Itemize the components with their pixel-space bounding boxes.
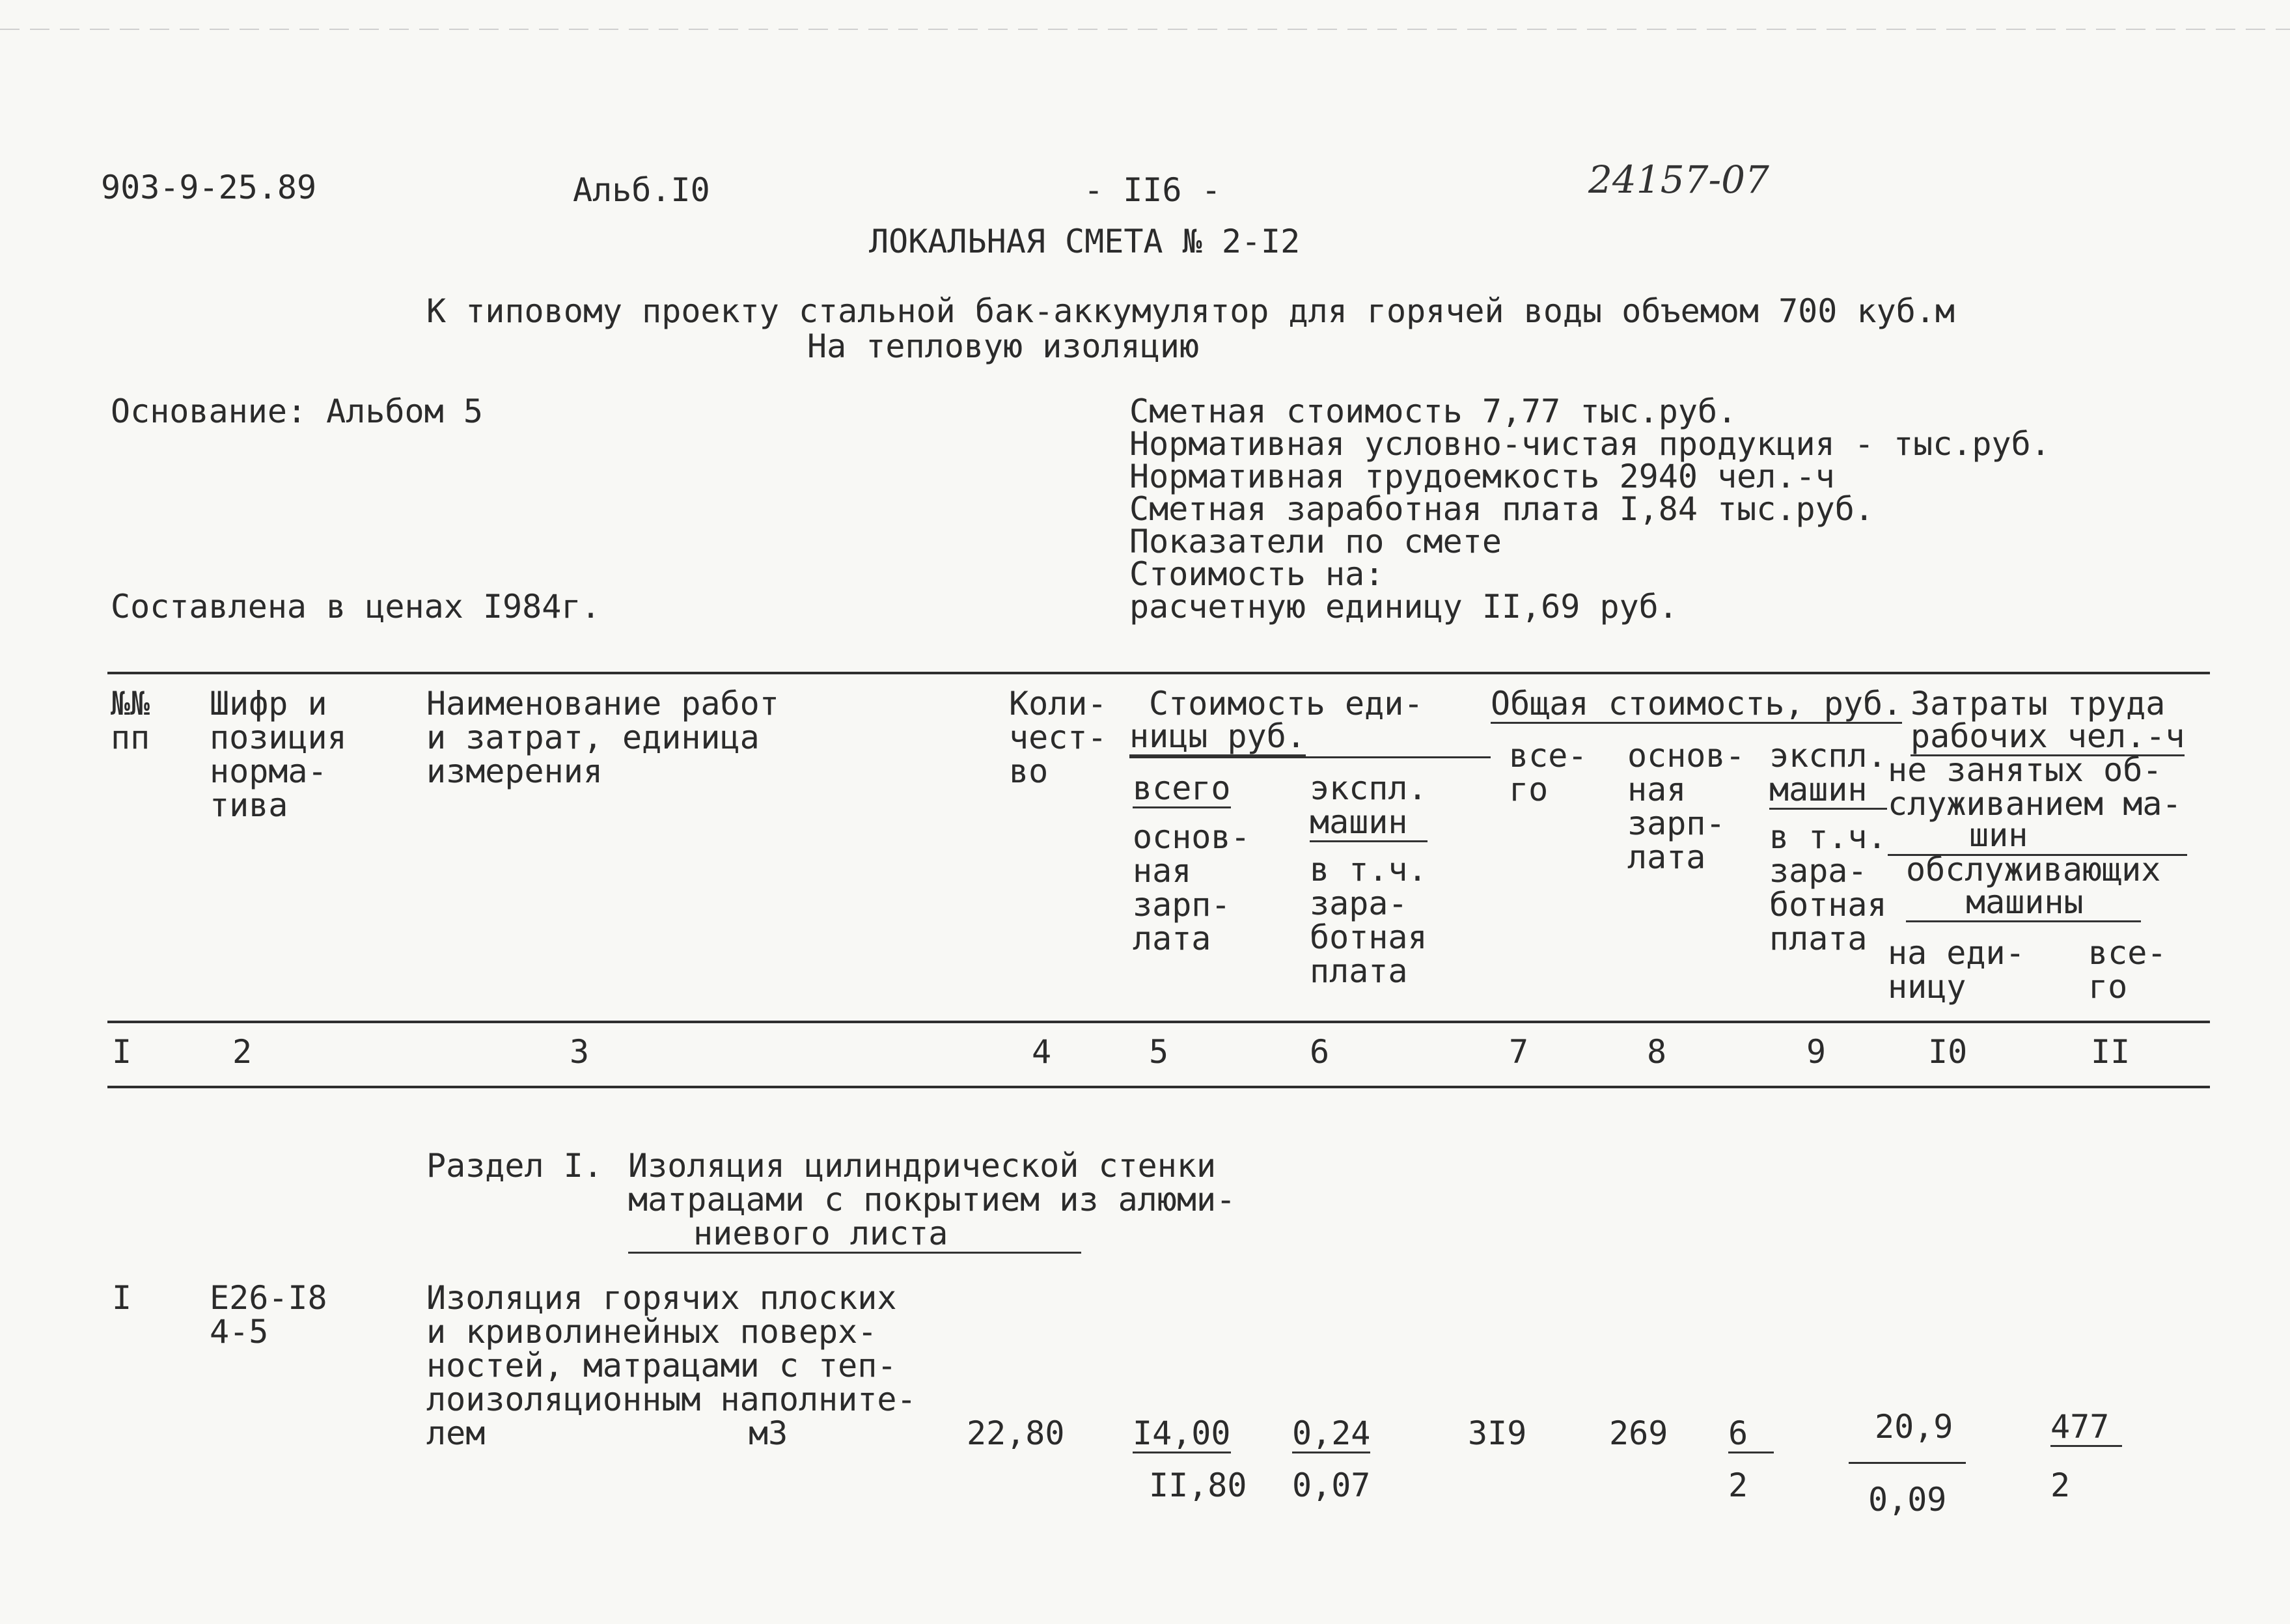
total-machine-wage: 2: [1728, 1466, 1748, 1504]
work-name: Изоляция горячих плоских и криволинейных поверх- ностей, матрацами с теп- лоизоляционным наполните- лем: [426, 1279, 917, 1452]
column-number: 8: [1647, 1033, 1667, 1071]
column-number: 6: [1310, 1033, 1330, 1071]
basis-text: Основание: Альбом 5: [111, 392, 483, 430]
header-col-10: на еди- ницу: [1888, 934, 2025, 1006]
total-machines: 6: [1728, 1416, 1774, 1453]
table-top-rule: [107, 672, 2210, 674]
labor-total-machines: 2: [2050, 1466, 2071, 1504]
header-col-4: Коли- чест- во: [1009, 685, 1107, 790]
unit-cost-total: I4,00: [1133, 1414, 1231, 1452]
labor-per-unit: 20,9: [1875, 1408, 1953, 1446]
document-code: 903-9-25.89: [101, 169, 317, 206]
column-number: I0: [1928, 1033, 1968, 1071]
prices-text: Составлена в ценах I984г.: [111, 588, 601, 626]
column-number: I: [112, 1033, 132, 1071]
header-col-5-top: всего: [1133, 769, 1231, 807]
quantity: 22,80: [967, 1414, 1065, 1452]
unit-cost-machines: 0,24: [1292, 1414, 1371, 1452]
summary-line: Нормативная условно-чистая продукция - тыс.руб.: [1129, 425, 2050, 463]
section-title-line: матрацами с покрытием из алюми-: [628, 1181, 1236, 1218]
header-col-9-top: экспл. машин: [1769, 737, 1887, 808]
page-number: - II6 -: [1084, 171, 1221, 209]
section-label: Раздел I.: [426, 1147, 603, 1185]
summary-line: Нормативная трудоемкость 2940 чел.-ч: [1129, 458, 1835, 495]
subtitle-line-2: На тепловую изоляцию: [807, 327, 1200, 365]
norm-code: Е26-I8 4-5: [210, 1279, 327, 1351]
section-title-line: Изоляция цилиндрической стенки: [628, 1147, 1217, 1185]
column-number: 4: [1032, 1033, 1052, 1071]
header-col-2: Шифр и позиция норма- тива: [210, 685, 347, 824]
unit-cost-machine-wage: 0,07: [1292, 1466, 1371, 1504]
column-number-rule: [107, 1086, 2210, 1088]
subtitle-line-1: К типовому проекту стальной бак-аккумулятор для горячей воды объемом 700 куб.м: [426, 292, 1955, 330]
total-wage: 269: [1609, 1414, 1668, 1452]
header-col-8: основ- ная зарп- лата: [1627, 737, 1745, 876]
summary-line: Сметная заработная плата I,84 тыс.руб.: [1129, 490, 1874, 528]
header-col-11: все- го: [2088, 934, 2167, 1006]
header-unit-cost-b: ницы руб.: [1129, 717, 1306, 755]
header-labor-a: Затраты труда: [1911, 685, 2166, 723]
header-bottom-rule: [107, 1021, 2210, 1023]
header-labor-sub-a: не занятых об- служиванием ма-: [1888, 751, 2182, 823]
header-labor-sub-c: обслуживающих: [1906, 851, 2161, 888]
unit-of-measure: м3: [749, 1414, 788, 1452]
summary-line: расчетную единицу II,69 руб.: [1129, 588, 1678, 626]
fraction-line: [1849, 1462, 1966, 1464]
row-number: I: [112, 1279, 132, 1317]
column-number: 7: [1509, 1033, 1529, 1071]
summary-line: Стоимость на:: [1129, 555, 1385, 593]
labor-per-unit-machines: 0,09: [1868, 1481, 1947, 1519]
column-number: 5: [1149, 1033, 1169, 1071]
header-labor-sub-b: шин: [1969, 816, 2028, 854]
column-number: 9: [1806, 1033, 1827, 1071]
header-col-1: №№ пп: [111, 685, 150, 756]
total-cost: 3I9: [1468, 1414, 1527, 1452]
header-total-cost: Общая стоимость, руб.: [1491, 685, 1903, 723]
header-col-6-bottom: в т.ч. зара- ботная плата: [1310, 851, 1428, 990]
summary-line: Сметная стоимость 7,77 тыс.руб.: [1129, 392, 1737, 430]
album-number: Альб.I0: [573, 171, 710, 209]
header-col-5-bottom: основ- ная зарп- лата: [1133, 818, 1250, 957]
handwritten-number: 24157-07: [1588, 158, 1769, 202]
header-unit-cost-a: Стоимость еди-: [1149, 685, 1424, 723]
column-number: 2: [232, 1033, 253, 1071]
column-number: 3: [570, 1033, 590, 1071]
scan-edge-line: [0, 29, 2290, 30]
unit-cost-wage: II,80: [1149, 1466, 1247, 1504]
header-rule: [1129, 756, 1491, 758]
summary-line: Показатели по смете: [1129, 523, 1502, 560]
header-labor-b: рабочих чел.-ч: [1911, 717, 2185, 755]
labor-total: 477: [2050, 1410, 2122, 1447]
header-col-7: все- го: [1509, 737, 1588, 808]
header-col-3: Наименование работ и затрат, единица измерения: [426, 685, 779, 790]
header-col-9-bottom: в т.ч. зара- ботная плата: [1769, 818, 1887, 957]
section-title-line: ниевого листа: [628, 1217, 1081, 1254]
page-title: ЛОКАЛЬНАЯ СМЕТА № 2-I2: [869, 223, 1301, 260]
column-number: II: [2091, 1033, 2131, 1071]
header-col-6-top: экспл. машин: [1310, 769, 1428, 841]
header-labor-sub-d: машины: [1906, 885, 2141, 922]
